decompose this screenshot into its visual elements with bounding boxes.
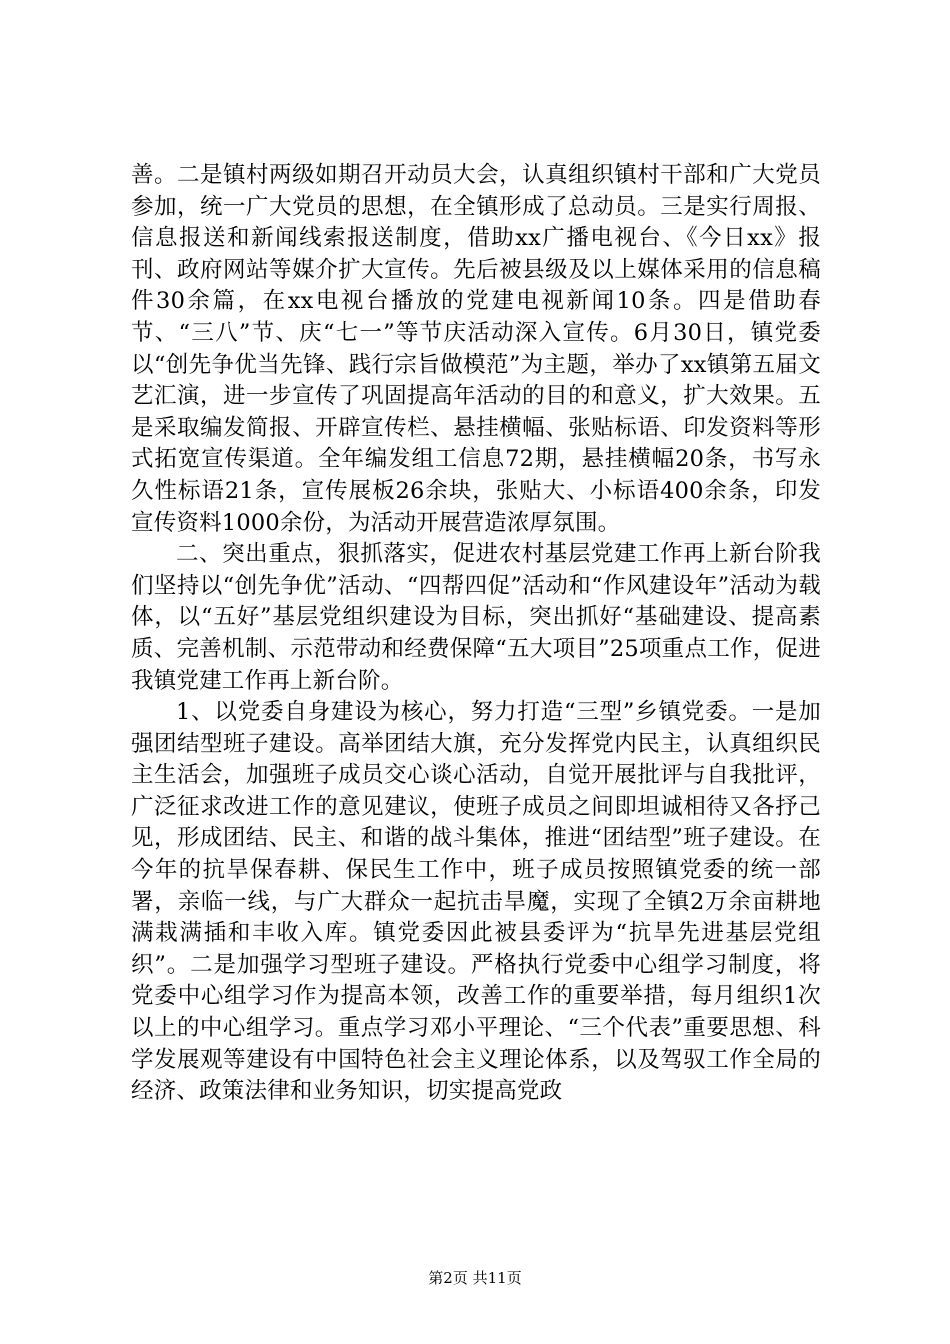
- page-footer: 第2页 共11页: [428, 1269, 522, 1287]
- document-body: [131, 160, 821, 1108]
- paragraph-section-two: 二、突出重点，狠抓落实，促进农村基层党建工作再上新台阶我们坚持以“创先争优”活动、“四帮四促”活动和“作风建设年”活动为载体，以“五好”基层党组织建设为目标，突出抓好“基础建设、提高素质、完善机制、示范带动和经费保障“五大项目”25项重点工作，促进我镇党建工作再上新台阶。: [131, 541, 821, 694]
- paragraph-continuation: 善。二是镇村两级如期召开动员大会，认真组织镇村干部和广大党员参加，统一广大党员的思想，在全镇形成了总动员。三是实行周报、信息报送和新闻线索报送制度，借助xx广播电视台、《今日xx》报刊、政府网站等媒介扩大宣传。先后被县级及以上媒体采用的信息稿件30余篇，在xx电视台播放的党建电视新闻10条。四是借助春节、“三八”节、庆“七一”等节庆活动深入宣传。6月30日，镇党委以“创先争优当先锋、践行宗旨做模范”为主题，举办了xx镇第五届文艺汇演，进一步宣传了巩固提高年活动的目的和意义，扩大效果。五是采取编发简报、开辟宣传栏、悬挂横幅、张贴标语、印发资料等形式拓宽宣传渠道。全年编发组工信息72期，悬挂横幅20条，书写永久性标语21条，宣传展板26余块，张贴大、小标语400余条，印发宣传资料1000余份，为活动开展营造浓厚氛围。: [131, 162, 821, 536]
- paragraph-item-one: 1、以党委自身建设为核心，努力打造“三型”乡镇党委。一是加强团结型班子建设。高举团结大旗，充分发挥党内民主，认真组织民主生活会，加强班子成员交心谈心活动，自觉开展批评与自我批评，广泛征求改进工作的意见建议，使班子成员之间即坦诚相待又各抒己见，形成团结、民主、和谐的战斗集体，推进“团结型”班子建设。在今年的抗旱保春耕、保民生工作中，班子成员按照镇党委的统一部署，亲临一线，与广大群众一起抗击旱魔，实现了全镇2万余亩耕地满栽满插和丰收入库。镇党委因此被县委评为“抗旱先进基层党组织”。二是加强学习型班子建设。严格执行党委中心组学习制度，将党委中心组学习作为提高本领，改善工作的重要举措，每月组织1次以上的中心组学习。重点学习邓小平理论、“三个代表”重要思想、科学发展观等建设有中国特色社会主义理论体系，以及驾驭工作全局的经济、政策法律和业务知识，切实提高党政: [131, 699, 821, 1105]
